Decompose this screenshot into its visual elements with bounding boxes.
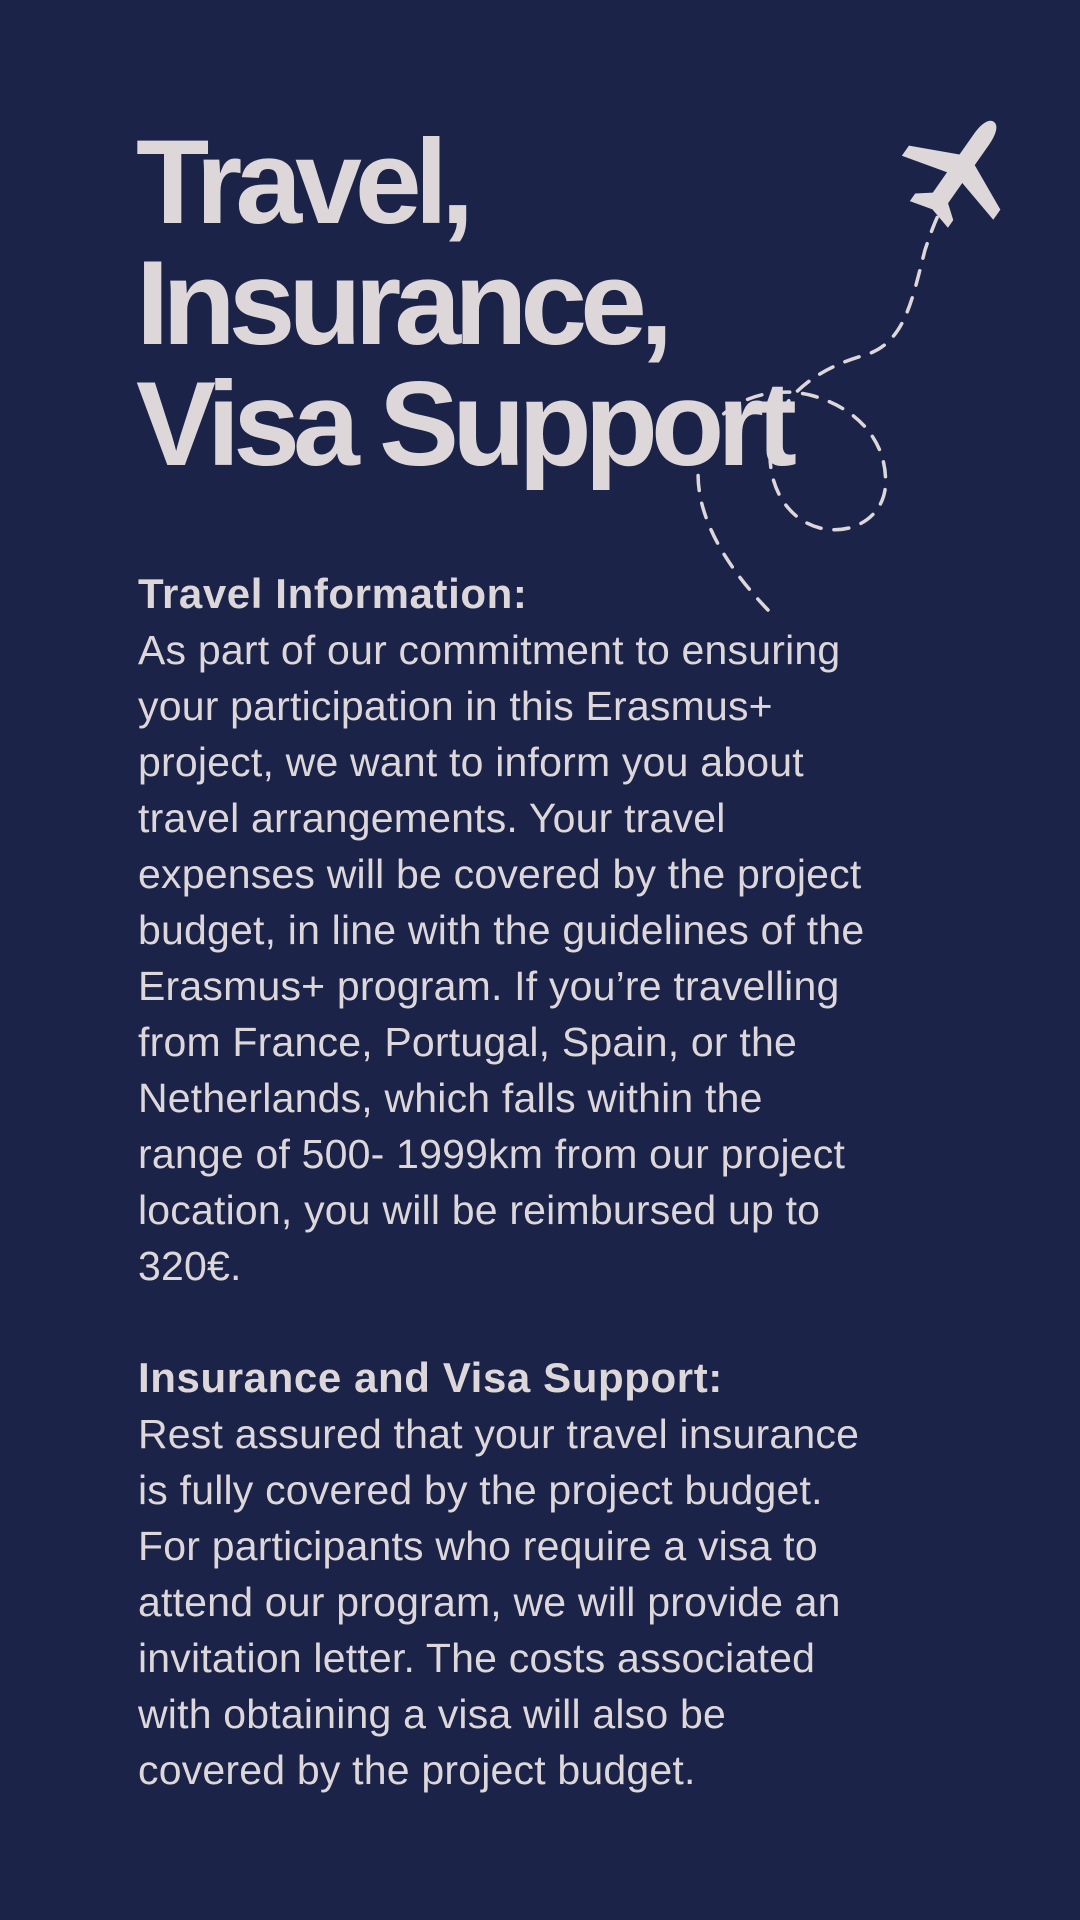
body-line: For participants who require a visa to [138, 1523, 818, 1569]
body-line: Erasmus+ program. If you’re travelling [138, 963, 840, 1009]
title-line: Visa Support [136, 357, 790, 491]
body-line: expenses will be covered by the project [138, 851, 862, 897]
section-body [138, 622, 978, 1294]
body-line: travel arrangements. Your travel [138, 795, 726, 841]
body-line: attend our program, we will provide an [138, 1579, 841, 1625]
travel-information-section [138, 566, 978, 1294]
body-line: budget, in line with the guidelines of the [138, 907, 865, 953]
body-line: is fully covered by the project budget. [138, 1467, 823, 1513]
body-line: project, we want to inform you about [138, 739, 804, 785]
body-line: invitation letter. The costs associated [138, 1635, 816, 1681]
page-title [136, 115, 790, 491]
body-line: with obtaining a visa will also be [138, 1691, 726, 1737]
section-body [138, 1406, 978, 1798]
body-line: your participation in this Erasmus+ [138, 683, 773, 729]
section-heading: Insurance and Visa Support: [138, 1354, 723, 1401]
body-line: location, you will be reimbursed up to [138, 1187, 821, 1233]
body-line: from France, Portugal, Spain, or the [138, 1019, 797, 1065]
title-line: Insurance, [136, 236, 667, 370]
body-line: As part of our commitment to ensuring [138, 627, 841, 673]
title-line: Travel, [136, 115, 468, 249]
body-line: range of 500- 1999km from our project [138, 1131, 846, 1177]
content-area [138, 566, 978, 1854]
body-line: covered by the project budget. [138, 1747, 696, 1793]
body-line: 320€. [138, 1243, 242, 1289]
body-line: Netherlands, which falls within the [138, 1075, 763, 1121]
insurance-visa-section [138, 1350, 978, 1798]
section-heading: Travel Information: [138, 570, 528, 617]
body-line: Rest assured that your travel insurance [138, 1411, 860, 1457]
airplane-icon [883, 90, 1039, 247]
